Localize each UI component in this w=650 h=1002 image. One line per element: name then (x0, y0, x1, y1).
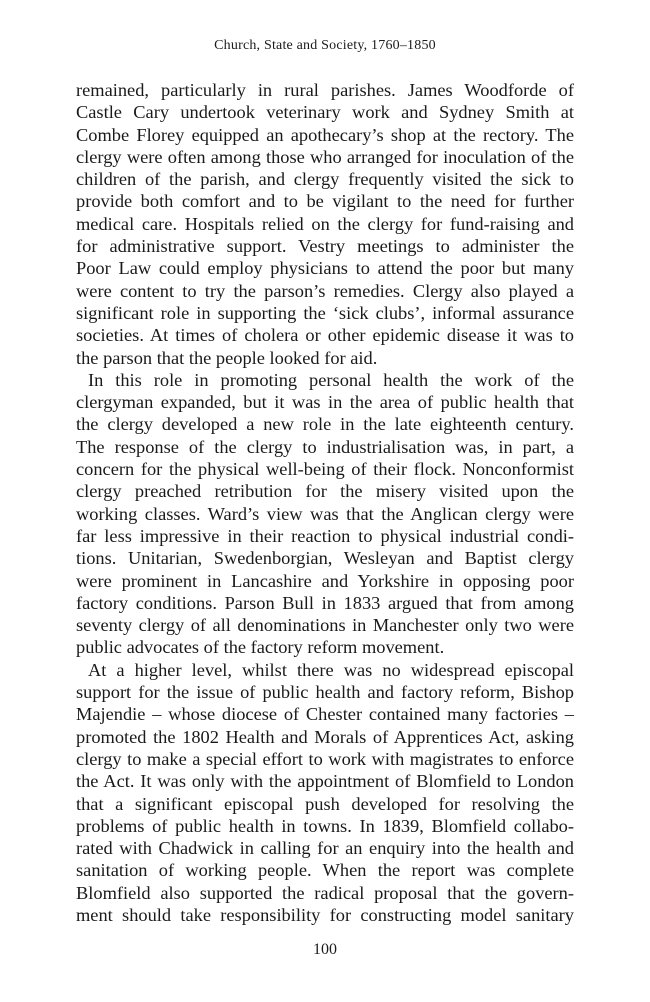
text-line: clergy to make a special effort to work with magistrates to enforce (76, 748, 574, 769)
text-line: rated with Chadwick in calling for an enquiry into the health and (76, 838, 574, 859)
text-line: clergyman expanded, but it was in the area of public health that (76, 392, 574, 413)
text-line: Poor Law could employ physicians to attend the poor but many (76, 258, 574, 279)
paragraph-3 (76, 659, 574, 927)
text-line: sanitation of working people. When the report was complete (76, 860, 574, 881)
text-line: promoted the 1802 Health and Morals of Apprentices Act, asking (76, 726, 574, 747)
text-line: In this role in promoting personal health the work of the (88, 369, 574, 390)
text-line: ment should take responsibility for constructing model sanitary (76, 904, 574, 925)
text-line: were prominent in Lancashire and Yorkshire in opposing poor (76, 570, 574, 591)
text-line: significant role in supporting the ‘sick clubs’, informal assurance (76, 302, 574, 323)
paragraph-1 (76, 79, 574, 369)
text-line: were content to try the parson’s remedies. Clergy also played a (76, 280, 574, 301)
text-line: factory conditions. Parson Bull in 1833 argued that from among (76, 592, 574, 613)
text-line: seventy clergy of all denominations in Manchester only two were (76, 615, 574, 636)
text-line: the Act. It was only with the appointment of Blomfield to London (76, 771, 574, 792)
text-line: tions. Unitarian, Swedenborgian, Wesleyan and Baptist clergy (76, 548, 574, 569)
text-line: Majendie – whose diocese of Chester contained many factories – (76, 704, 574, 725)
text-line: medical care. Hospitals relied on the clergy for fund-raising and (76, 213, 574, 234)
text-line: provide both comfort and to be vigilant to the need for further (76, 191, 574, 212)
text-line: the parson that the people looked for aid. (76, 347, 378, 368)
text-line: societies. At times of cholera or other epidemic disease it was to (76, 325, 574, 346)
text-line: Combe Florey equipped an apothecary’s shop at the rectory. The (76, 124, 574, 145)
text-line: that a significant episcopal push developed for resolving the (76, 793, 574, 814)
paragraph-2 (76, 369, 574, 659)
text-line: support for the issue of public health and factory reform, Bishop (76, 682, 574, 703)
text-line: Castle Cary undertook veterinary work and Sydney Smith at (76, 102, 574, 123)
text-line: The response of the clergy to industrialisation was, in part, a (76, 436, 574, 457)
text-line: clergy preached retribution for the misery visited upon the (76, 481, 574, 502)
text-line: Blomfield also supported the radical proposal that the govern- (76, 882, 574, 903)
page-number: 100 (313, 941, 337, 958)
text-line: the clergy developed a new role in the late eighteenth century. (76, 414, 574, 435)
text-line: children of the parish, and clergy frequently visited the sick to (76, 169, 574, 190)
text-line: for administrative support. Vestry meetings to administer the (76, 236, 574, 257)
text-line: public advocates of the factory reform movement. (76, 637, 445, 658)
text-line: working classes. Ward’s view was that the Anglican clergy were (76, 503, 574, 524)
text-line: far less impressive in their reaction to physical industrial condi- (76, 525, 574, 546)
running-head: Church, State and Society, 1760–1850 (214, 38, 436, 53)
text-line: remained, particularly in rural parishes. James Woodforde of (76, 80, 574, 100)
text-line: At a higher level, whilst there was no widespread episcopal (88, 659, 574, 680)
text-line: problems of public health in towns. In 1839, Blomfield collabo- (76, 815, 574, 836)
text-line: clergy were often among those who arranged for inoculation of the (76, 146, 574, 167)
text-line: concern for the physical well-being of their flock. Nonconformist (76, 459, 574, 480)
body-text (76, 79, 574, 926)
